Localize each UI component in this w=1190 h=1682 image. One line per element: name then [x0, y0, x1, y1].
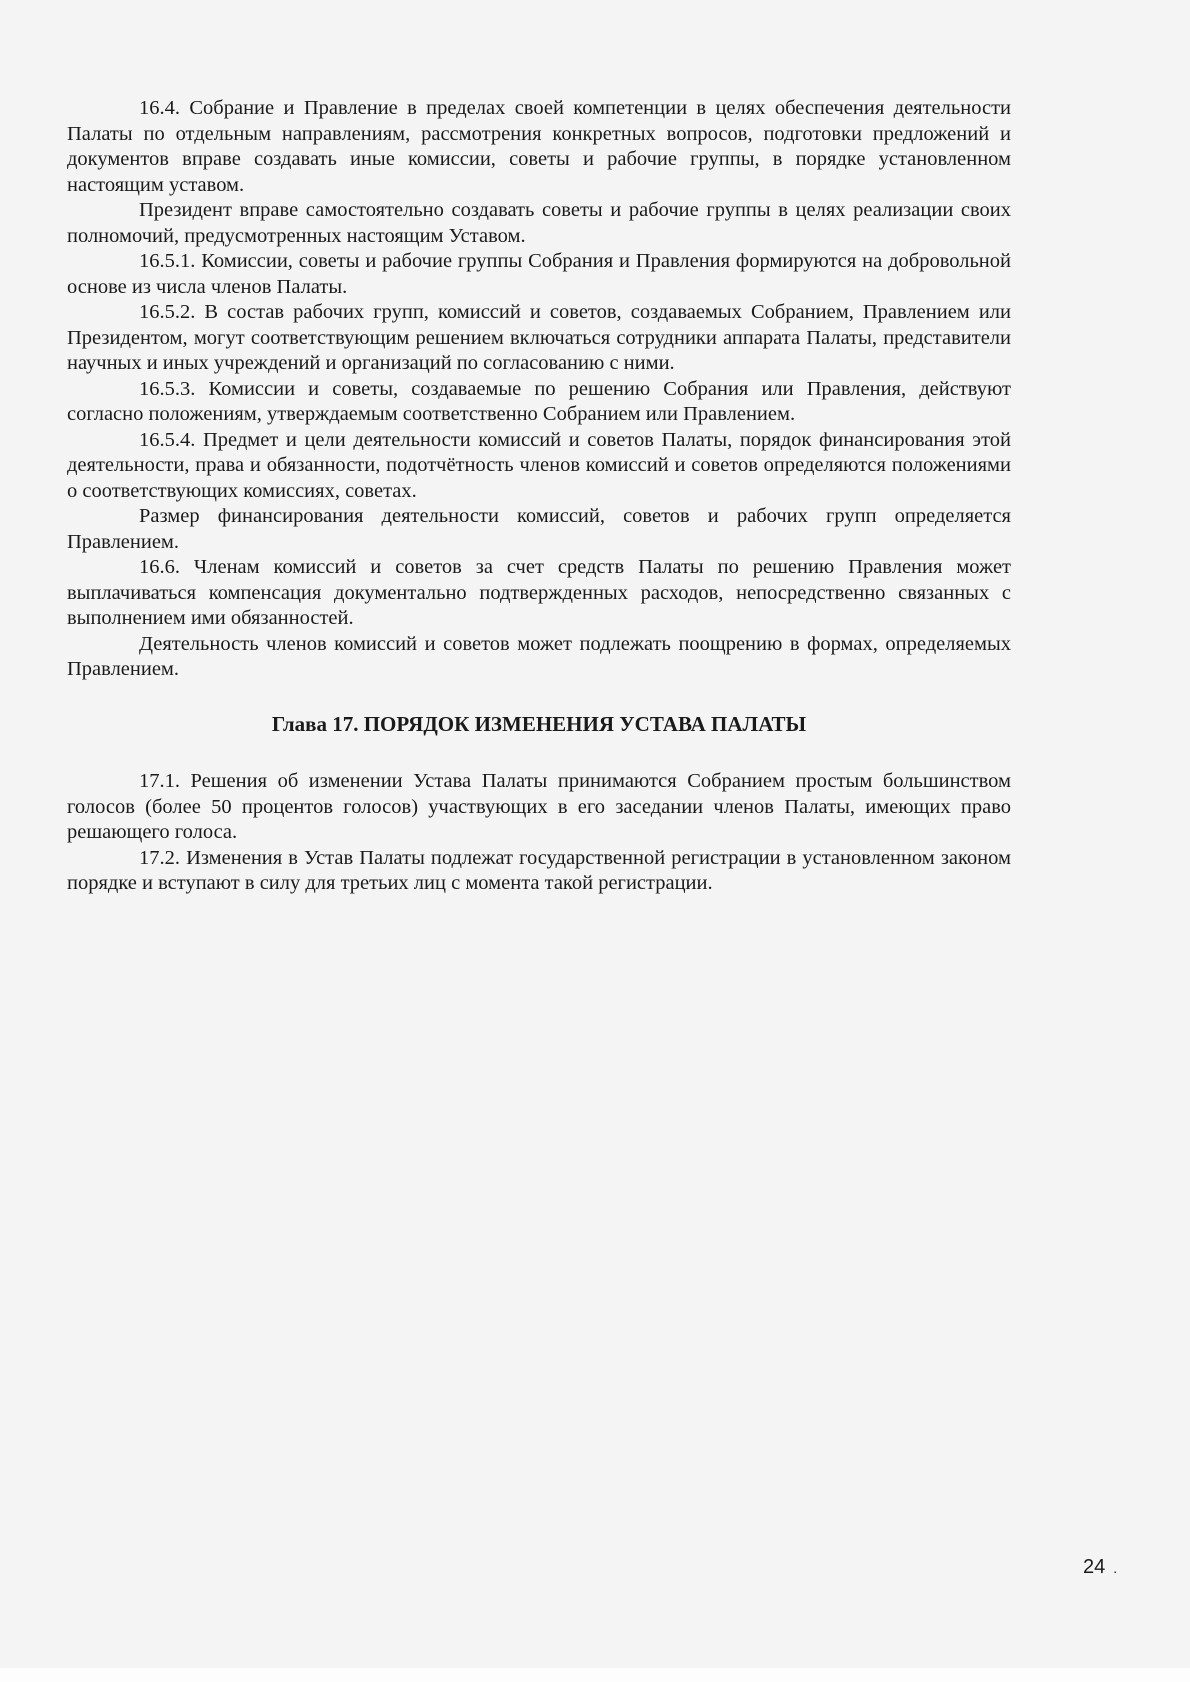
page-number-value: 24 [1083, 1556, 1106, 1578]
page-edge [0, 1668, 1190, 1682]
paragraph-17-2: 17.2. Изменения в Устав Палаты подлежат государственной регистрации в установленном законом порядке и вступают в силу для третьих лиц с момента такой регистрации. [67, 846, 1011, 894]
page-number [1083, 1556, 1117, 1579]
paragraph-encouragement: Деятельность членов комиссий и советов может подлежать поощрению в формах, определяемых Правлением. [67, 632, 1011, 680]
paragraph-16-5-3: 16.5.3. Комиссии и советы, создаваемые по решению Собрания или Правления, действуют согласно положениям, утверждаемым соответственно Собранием или Правлением. [67, 377, 1011, 425]
paragraph-16-4: 16.4. Собрание и Правление в пределах своей компетенции в целях обеспечения деятельности Палаты по отдельным направлениям, рассмотрения конкретных вопросов, подготовки предложений и документов вправе создавать иные комиссии, советы и рабочие группы, в порядке установленном настоящим уставом. [67, 97, 1011, 196]
chapter-title: Глава 17. ПОРЯДОК ИЗМЕНЕНИЯ УСТАВА ПАЛАТЫ [271, 711, 807, 736]
paragraph-16-5-1: 16.5.1. Комиссии, советы и рабочие группы Собрания и Правления формируются на добровольной основе из числа членов Палаты. [67, 250, 1011, 298]
paragraph-president: Президент вправе самостоятельно создавать советы и рабочие группы в целях реализации своих полномочий, предусмотренных настоящим Уставом. [67, 199, 1011, 247]
paragraph-16-5-2: 16.5.2. В состав рабочих групп, комиссий и советов, создаваемых Собранием, Правлением или Президентом, могут соответствующим решением включаться сотрудники аппарата Палаты, представители научных и иных учреждений и организаций по согласованию с ними. [67, 301, 1011, 374]
paragraph-17-1: 17.1. Решения об изменении Устава Палаты принимаются Собранием простым большинством голосов (более 50 процентов голосов) участвующих в его заседании членов Палаты, имеющих право решающего голоса. [67, 770, 1011, 843]
document-body [67, 96, 1011, 897]
page-number-dot: . [1113, 1560, 1118, 1576]
paragraph-16-6: 16.6. Членам комиссий и советов за счет средств Палаты по решению Правления может выплачиваться компенсация документально подтвержденных расходов, непосредственно связанных с выполнением ими обязанностей. [67, 556, 1011, 629]
paragraph-16-5-4: 16.5.4. Предмет и цели деятельности комиссий и советов Палаты, порядок финансирования этой деятельности, права и обязанности, подотчётность членов комиссий и советов определяются положениями о соответствующих комиссиях, советах. [67, 428, 1011, 502]
paragraph-financing: Размер финансирования деятельности комиссий, советов и рабочих групп определяется Правлением. [67, 505, 1011, 553]
